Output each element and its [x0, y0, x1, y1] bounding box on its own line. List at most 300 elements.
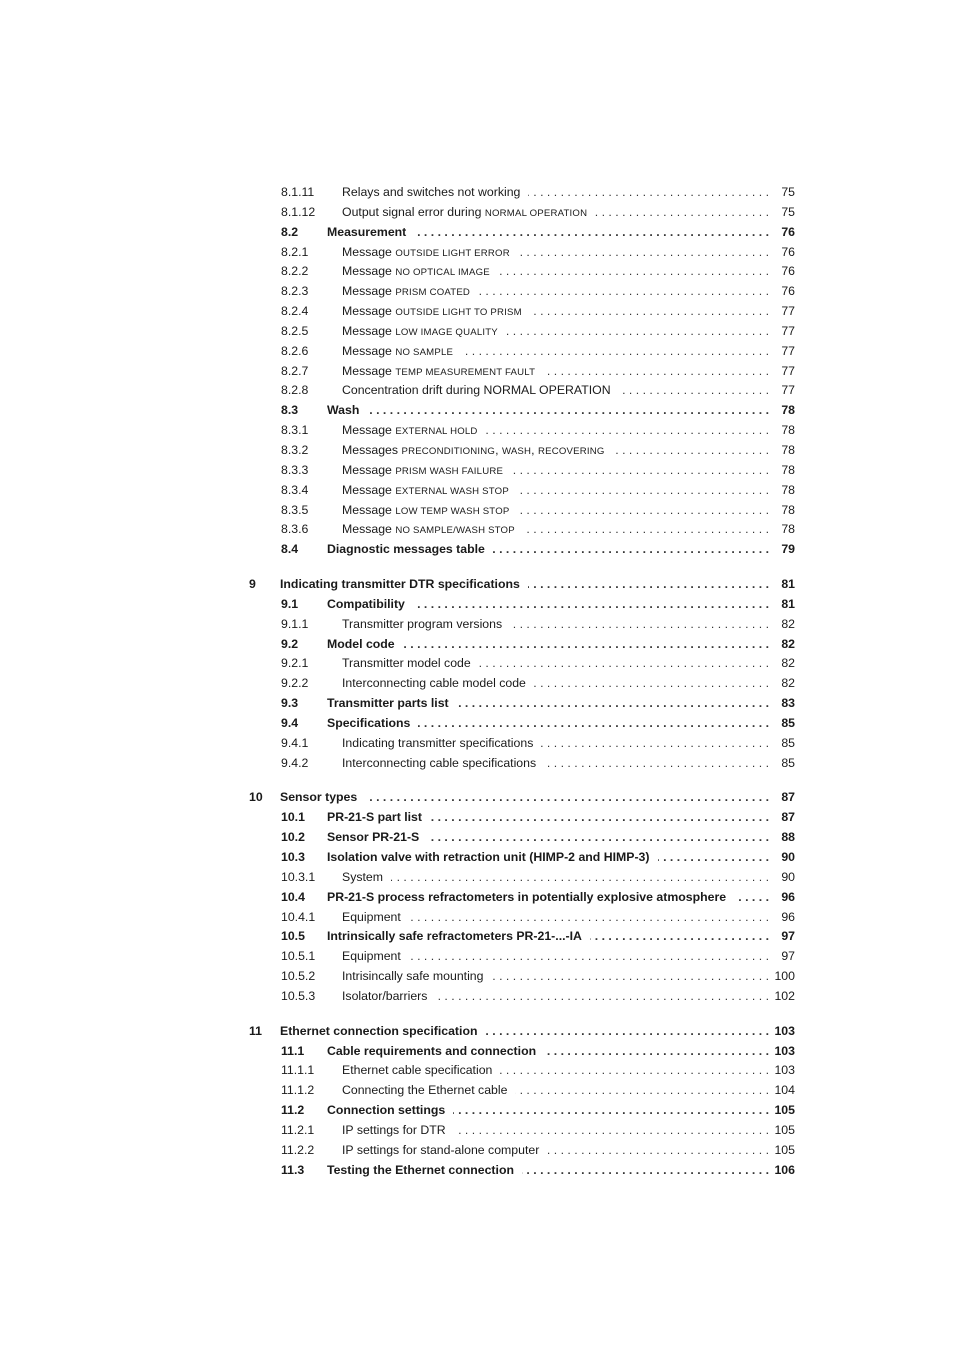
toc-dot-leader	[491, 967, 769, 987]
toc-entry-number: 8.3.1	[281, 423, 309, 438]
toc-entry-body	[342, 908, 769, 928]
toc-title-smallcaps: NORMAL OPERATION	[484, 207, 588, 219]
toc-entry[interactable]	[0, 947, 954, 967]
toc-entry[interactable]	[0, 183, 954, 203]
toc-entry-title	[342, 183, 520, 203]
toc-entry-number: 8.3.2	[281, 442, 309, 457]
toc-entry-body	[342, 987, 769, 1007]
toc-title-text: IP settings for stand-alone computer	[342, 1142, 540, 1157]
toc-title-smallcaps: OUTSIDE LIGHT TO PRISM	[395, 307, 522, 319]
toc-dot-leader	[485, 1022, 769, 1042]
toc-entry-number: 8.2.7	[281, 363, 309, 378]
toc-entry-number: 8.2.5	[281, 323, 309, 338]
toc-entry-number: 8.3.6	[281, 522, 309, 537]
toc-entry[interactable]	[0, 788, 954, 808]
toc-entry[interactable]	[0, 615, 954, 635]
toc-entry-page: 88	[781, 830, 795, 845]
toc-entry-body	[342, 262, 769, 283]
toc-title-smallcaps: LOW TEMP WASH STOP	[395, 505, 510, 517]
toc-title-text: Message	[342, 423, 396, 438]
toc-entry-page: 75	[781, 185, 795, 199]
toc-dot-leader	[453, 1101, 769, 1121]
toc-entry-number: 10	[249, 790, 263, 805]
toc-entry-body	[342, 302, 769, 323]
toc-entry[interactable]	[0, 908, 954, 928]
toc-dot-leader	[479, 654, 769, 674]
toc-entry-number: 9	[249, 577, 256, 592]
toc-dot-leader	[403, 635, 769, 655]
toc-title-text: Transmitter model code	[342, 656, 471, 671]
toc-title-text: Relays and switches not working	[342, 185, 521, 199]
toc-entry[interactable]	[0, 1101, 954, 1121]
toc-entry-page: 97	[781, 929, 795, 944]
toc-title-text: Testing the Ethernet connection	[327, 1162, 514, 1177]
toc-entry[interactable]	[0, 322, 954, 342]
toc-dot-leader	[391, 868, 769, 888]
toc-dot-leader	[457, 694, 769, 714]
toc-entry[interactable]	[0, 362, 954, 382]
toc-entry-number: 8.2	[281, 224, 299, 239]
toc-entry-page: 102	[774, 988, 795, 1003]
toc-entry[interactable]	[0, 888, 954, 908]
toc-entry-body	[342, 654, 769, 674]
toc-entry-page: 82	[781, 636, 795, 651]
toc-entry-number: 8.4	[281, 542, 299, 557]
toc-entry-title	[327, 694, 449, 714]
toc-dot-leader	[734, 888, 769, 908]
toc-title-text: Cable requirements and connection	[327, 1043, 537, 1058]
toc-entry-number: 10.5	[281, 929, 305, 944]
toc-title-text: Model code	[327, 636, 395, 651]
toc-entry[interactable]	[0, 342, 954, 362]
toc-entry-body	[327, 540, 769, 560]
toc-entry-page: 100	[774, 969, 795, 984]
toc-entry-body	[342, 342, 769, 363]
toc-entry-number: 9.4.2	[281, 755, 309, 770]
toc-title-text: Measurement	[327, 224, 407, 239]
toc-entry-title	[342, 421, 478, 442]
toc-entry-page: 78	[781, 442, 795, 457]
toc-title-text: ,	[495, 442, 502, 457]
toc-entry[interactable]	[0, 223, 954, 243]
toc-entry-number: 11.3	[281, 1162, 305, 1177]
toc-title-text: Message	[342, 363, 396, 378]
toc-title-text: Sensor PR-21-S	[327, 830, 420, 845]
toc-dot-leader	[367, 401, 769, 421]
toc-entry-page: 78	[781, 502, 795, 517]
toc-dot-leader	[543, 362, 769, 382]
toc-entry-page: 76	[781, 264, 795, 279]
toc-entry-page: 75	[781, 204, 795, 219]
toc-entry[interactable]	[0, 967, 954, 987]
toc-entry-title	[342, 754, 536, 774]
toc-entry[interactable]	[0, 501, 954, 521]
toc-entry-page: 82	[781, 656, 795, 671]
toc-entry-title	[342, 734, 533, 754]
toc-entry[interactable]	[0, 808, 954, 828]
toc-entry-body	[342, 381, 769, 401]
toc-entry[interactable]	[0, 421, 954, 441]
toc-entry-title	[327, 1161, 514, 1181]
toc-entry-number: 9.2	[281, 636, 299, 651]
toc-entry[interactable]	[0, 1141, 954, 1161]
toc-entry-body	[327, 1042, 769, 1062]
toc-entry-body	[342, 615, 769, 635]
toc-entry-number: 8.3	[281, 403, 299, 418]
toc-entry-body	[327, 223, 769, 243]
toc-title-text: Equipment	[342, 949, 401, 964]
toc-entry-title	[342, 342, 453, 363]
toc-entry-body	[327, 927, 769, 947]
toc-entry-number: 10.5.3	[281, 988, 316, 1003]
toc-entry-body	[327, 848, 769, 868]
toc-entry-page: 83	[781, 696, 795, 711]
toc-title-text: Message	[342, 264, 396, 279]
toc-dot-leader	[534, 674, 769, 694]
toc-entry-page: 85	[781, 715, 795, 730]
toc-entry-body	[342, 421, 769, 442]
toc-entry[interactable]	[0, 540, 954, 560]
toc-title-text: Interconnecting cable model code	[342, 676, 526, 691]
toc-entry[interactable]	[0, 868, 954, 888]
toc-dot-leader	[517, 481, 769, 501]
toc-entry-number: 9.3	[281, 696, 299, 711]
toc-entry-title	[327, 635, 395, 655]
toc-entry-body	[327, 1161, 769, 1181]
toc-title-text: Message	[342, 502, 396, 517]
toc-entry-number: 9.1	[281, 596, 299, 611]
toc-entry-number: 8.3.3	[281, 462, 309, 477]
toc-entry-title	[342, 243, 510, 264]
toc-entry-title	[327, 1101, 445, 1121]
toc-entry[interactable]	[0, 1081, 954, 1101]
toc-entry-title	[342, 987, 427, 1007]
toc-title-text: Message	[342, 304, 396, 319]
toc-title-text: PR-21-S process refractometers in potentially explosive atmosphere	[327, 889, 727, 904]
toc-entry-title	[327, 1042, 536, 1062]
toc-title-text: Message	[342, 323, 396, 338]
toc-dot-leader	[528, 183, 769, 203]
toc-entry[interactable]	[0, 461, 954, 481]
toc-title-smallcaps: OUTSIDE LIGHT ERROR	[395, 247, 510, 259]
toc-title-smallcaps: LOW IMAGE QUALITY	[395, 326, 498, 338]
toc-entry-title	[342, 262, 490, 283]
toc-entry-title	[342, 674, 526, 694]
toc-entry-page: 77	[781, 363, 795, 378]
toc-entry[interactable]	[0, 1061, 954, 1081]
toc-entry-page: 103	[774, 1063, 795, 1078]
toc-entry-body	[342, 461, 769, 482]
toc-entry-body	[327, 828, 769, 848]
toc-entry[interactable]	[0, 381, 954, 401]
toc-title-smallcaps: NO OPTICAL IMAGE	[395, 267, 490, 279]
toc-dot-leader	[547, 1141, 769, 1161]
toc-entry-number: 10.3	[281, 850, 305, 864]
toc-entry[interactable]	[0, 481, 954, 501]
toc-entry-title	[327, 540, 485, 560]
toc-entry-body	[327, 401, 769, 421]
toc-title-text: Specifications	[327, 715, 411, 730]
toc-entry-page: 77	[781, 343, 795, 358]
toc-dot-leader	[544, 754, 769, 774]
toc-entry[interactable]	[0, 575, 954, 595]
toc-entry-page: 77	[781, 323, 795, 338]
toc-dot-leader	[409, 947, 769, 967]
toc-entry-title	[342, 868, 383, 888]
toc-entry-page: 85	[781, 755, 795, 770]
toc-entry-title	[342, 481, 509, 502]
toc-title-text: Compatibility	[327, 596, 405, 611]
toc-title-text: Message	[342, 522, 396, 537]
toc-entry[interactable]	[0, 243, 954, 263]
toc-entry[interactable]	[0, 203, 954, 223]
toc-title-text: Connecting the Ethernet cable	[342, 1083, 508, 1098]
toc-entry-body	[342, 1061, 769, 1081]
toc-entry-number: 11.2.1	[281, 1122, 315, 1137]
toc-entry[interactable]	[0, 302, 954, 322]
toc-title-text: PR-21-S part list	[327, 810, 422, 825]
toc-entry-page: 87	[781, 790, 795, 805]
toc-entry-title	[280, 575, 520, 595]
toc-entry[interactable]	[0, 987, 954, 1007]
toc-dot-leader	[435, 987, 769, 1007]
toc-entry-page: 76	[781, 224, 795, 239]
toc-entry-number: 9.2.1	[281, 656, 309, 671]
toc-entry-body	[342, 441, 769, 462]
toc-title-text: Interconnecting cable specifications	[342, 755, 537, 770]
toc-entry-page: 77	[781, 304, 795, 319]
toc-entry-body	[280, 575, 769, 595]
toc-entry[interactable]	[0, 694, 954, 714]
toc-entry[interactable]	[0, 520, 954, 540]
toc-entry-body	[342, 520, 769, 541]
toc-entry-title	[327, 808, 422, 828]
toc-title-text: Output signal error during	[342, 204, 485, 219]
toc-entry-number: 8.3.4	[281, 482, 309, 497]
toc-entry-number: 8.2.1	[281, 244, 309, 259]
toc-entry-page: 82	[781, 616, 795, 631]
toc-entry-page: 87	[781, 810, 795, 825]
toc-dot-leader	[518, 243, 769, 263]
toc-entry-title	[342, 282, 470, 303]
toc-entry-page: 103	[774, 1023, 795, 1038]
toc-dot-leader	[409, 908, 769, 928]
toc-title-text: Ethernet cable specification	[342, 1063, 493, 1078]
toc-entry-page: 103	[774, 1043, 795, 1058]
toc-entry[interactable]	[0, 282, 954, 302]
toc-entry-body	[327, 714, 769, 734]
toc-entry-title	[327, 848, 650, 868]
toc-entry-page: 78	[781, 423, 795, 438]
toc-dot-leader	[511, 461, 769, 481]
toc-dot-leader	[506, 322, 769, 342]
toc-entry-body	[342, 501, 769, 522]
toc-title-text: Sensor types	[280, 790, 358, 805]
toc-dot-leader	[493, 540, 769, 560]
toc-entry-title	[342, 654, 471, 674]
toc-entry[interactable]	[0, 1042, 954, 1062]
toc-entry[interactable]	[0, 262, 954, 282]
toc-entry[interactable]	[0, 674, 954, 694]
toc-entry-body	[342, 1121, 769, 1141]
toc-title-text: Isolation valve with retraction unit (HIMP-2 and HIMP-3)	[327, 850, 650, 864]
toc-entry-number: 10.5.1	[281, 949, 316, 964]
toc-entry-page: 78	[781, 462, 795, 477]
toc-entry-number: 10.3.1	[281, 869, 316, 884]
toc-entry-number: 10.2	[281, 830, 305, 845]
toc-entry-title	[280, 788, 357, 808]
toc-entry[interactable]	[0, 1121, 954, 1141]
toc-dot-leader	[595, 203, 769, 223]
toc-entry-title	[342, 520, 515, 541]
toc-title-text: Concentration drift during NORMAL OPERATION	[342, 383, 611, 398]
toc-entry-body	[342, 674, 769, 694]
toc-title-smallcaps: NO SAMPLE	[395, 346, 454, 358]
toc-title-text: Indicating transmitter DTR specifications	[280, 577, 520, 592]
toc-title-smallcaps: TEMP MEASUREMENT FAULT	[395, 366, 536, 378]
toc-entry-body	[342, 243, 769, 264]
toc-entry-body	[342, 481, 769, 502]
toc-entry[interactable]	[0, 1161, 954, 1181]
toc-entry-number: 10.4	[281, 889, 305, 904]
toc-dot-leader	[414, 223, 769, 243]
toc-entry-title	[342, 501, 509, 522]
toc-entry-number: 9.4	[281, 715, 299, 730]
toc-dot-leader	[613, 441, 769, 461]
toc-entry-body	[342, 322, 769, 343]
toc-entry-page: 105	[774, 1122, 795, 1137]
toc-entry[interactable]	[0, 1022, 954, 1042]
toc-entry-title	[342, 302, 522, 323]
toc-entry-body	[327, 595, 769, 615]
toc-title-text: IP settings for DTR	[342, 1122, 446, 1137]
toc-entry-body	[327, 808, 769, 828]
toc-entry-page: 105	[774, 1142, 795, 1157]
toc-entry-number: 11.2.2	[281, 1142, 315, 1157]
toc-entry[interactable]	[0, 654, 954, 674]
toc-entry-page: 81	[781, 577, 795, 592]
toc-dot-leader	[619, 381, 769, 401]
toc-title-smallcaps: RECOVERING	[538, 445, 605, 457]
toc-title-text: Transmitter parts list	[327, 696, 449, 711]
toc-dot-leader	[454, 1121, 769, 1141]
toc-entry-title	[342, 1081, 507, 1101]
toc-dot-leader	[515, 1081, 769, 1101]
toc-entry-body	[280, 1022, 769, 1042]
toc-entry-page: 78	[781, 482, 795, 497]
toc-entry-page: 81	[781, 596, 795, 611]
toc-entry-number: 11.1.1	[281, 1063, 315, 1078]
toc-dot-leader	[544, 1042, 769, 1062]
toc-entry-body	[342, 362, 769, 383]
toc-entry-body	[327, 694, 769, 714]
toc-entry[interactable]	[0, 401, 954, 421]
toc-entry-title	[342, 908, 401, 928]
toc-entry-title	[342, 1061, 492, 1081]
toc-dot-leader	[461, 342, 769, 362]
toc-entry-title	[342, 947, 401, 967]
toc-entry-page: 97	[781, 949, 795, 964]
toc-title-text: Message	[342, 284, 396, 299]
toc-entry-page: 78	[781, 522, 795, 537]
toc-title-text: Message	[342, 482, 396, 497]
toc-title-text: Intrisincally safe mounting	[342, 969, 484, 984]
toc-title-text: Message	[342, 343, 396, 358]
toc-title-text: Isolator/barriers	[342, 988, 428, 1003]
toc-dot-leader	[522, 1161, 769, 1181]
toc-title-smallcaps: PRISM WASH FAILURE	[395, 465, 504, 477]
toc-entry-page: 106	[774, 1162, 795, 1177]
toc-entry-body	[342, 1141, 769, 1161]
toc-entry-number: 11.2	[281, 1103, 305, 1118]
toc-dot-leader	[590, 927, 769, 947]
toc-title-text: Connection settings	[327, 1103, 446, 1118]
toc-dot-leader	[541, 734, 769, 754]
toc-title-smallcaps: PRISM COATED	[395, 287, 471, 299]
toc-entry-number: 10.4.1	[281, 909, 316, 924]
toc-entry[interactable]	[0, 848, 954, 868]
toc-dot-leader	[365, 788, 769, 808]
toc-entry-title	[342, 1141, 539, 1161]
toc-dot-leader	[478, 282, 769, 302]
toc-entry-body	[342, 868, 769, 888]
toc-entry-title	[342, 362, 535, 383]
toc-entry-page: 105	[774, 1103, 795, 1118]
toc-entry-page: 90	[781, 869, 795, 884]
toc-entry[interactable]	[0, 828, 954, 848]
toc-entry-page: 104	[774, 1083, 795, 1098]
toc-entry[interactable]	[0, 714, 954, 734]
toc-entry-title	[342, 967, 483, 987]
toc-title-text: Diagnostic messages table	[327, 542, 485, 557]
toc-entry[interactable]	[0, 441, 954, 461]
toc-entry[interactable]	[0, 927, 954, 947]
toc-entry-page: 78	[781, 403, 795, 418]
toc-entry[interactable]	[0, 734, 954, 754]
toc-entry-number: 8.2.4	[281, 304, 309, 319]
toc-entry[interactable]	[0, 635, 954, 655]
toc-dot-leader	[517, 501, 769, 521]
toc-entry-page: 77	[781, 383, 795, 398]
toc-entry-title	[342, 381, 611, 401]
toc-entry[interactable]	[0, 595, 954, 615]
toc-entry-number: 10.5.2	[281, 969, 316, 984]
toc-entry-page: 76	[781, 244, 795, 259]
toc-entry-body	[327, 888, 769, 908]
toc-entry-body	[280, 788, 769, 808]
toc-title-smallcaps: PRECONDITIONING	[401, 445, 496, 457]
toc-title-smallcaps: EXTERNAL HOLD	[395, 426, 478, 438]
toc-entry-number: 9.1.1	[281, 616, 309, 631]
toc-entry-body	[342, 734, 769, 754]
toc-title-smallcaps: NO SAMPLE/WASH STOP	[395, 525, 515, 537]
toc-entry-number: 11.1.2	[281, 1083, 315, 1098]
table-of-contents	[0, 183, 954, 1181]
toc-entry-title	[327, 223, 406, 243]
toc-entry-page: 96	[781, 889, 795, 904]
toc-entry-body	[342, 754, 769, 774]
toc-entry[interactable]	[0, 754, 954, 774]
toc-title-text: Wash	[327, 403, 360, 418]
toc-dot-leader	[430, 808, 769, 828]
toc-entry-title	[342, 461, 503, 482]
toc-entry-title	[342, 203, 587, 224]
toc-entry-number: 8.2.6	[281, 343, 309, 358]
toc-entry-body	[342, 183, 769, 203]
toc-entry-number: 10.1	[281, 810, 305, 825]
toc-entry-number: 8.3.5	[281, 502, 309, 517]
toc-dot-leader	[427, 828, 769, 848]
